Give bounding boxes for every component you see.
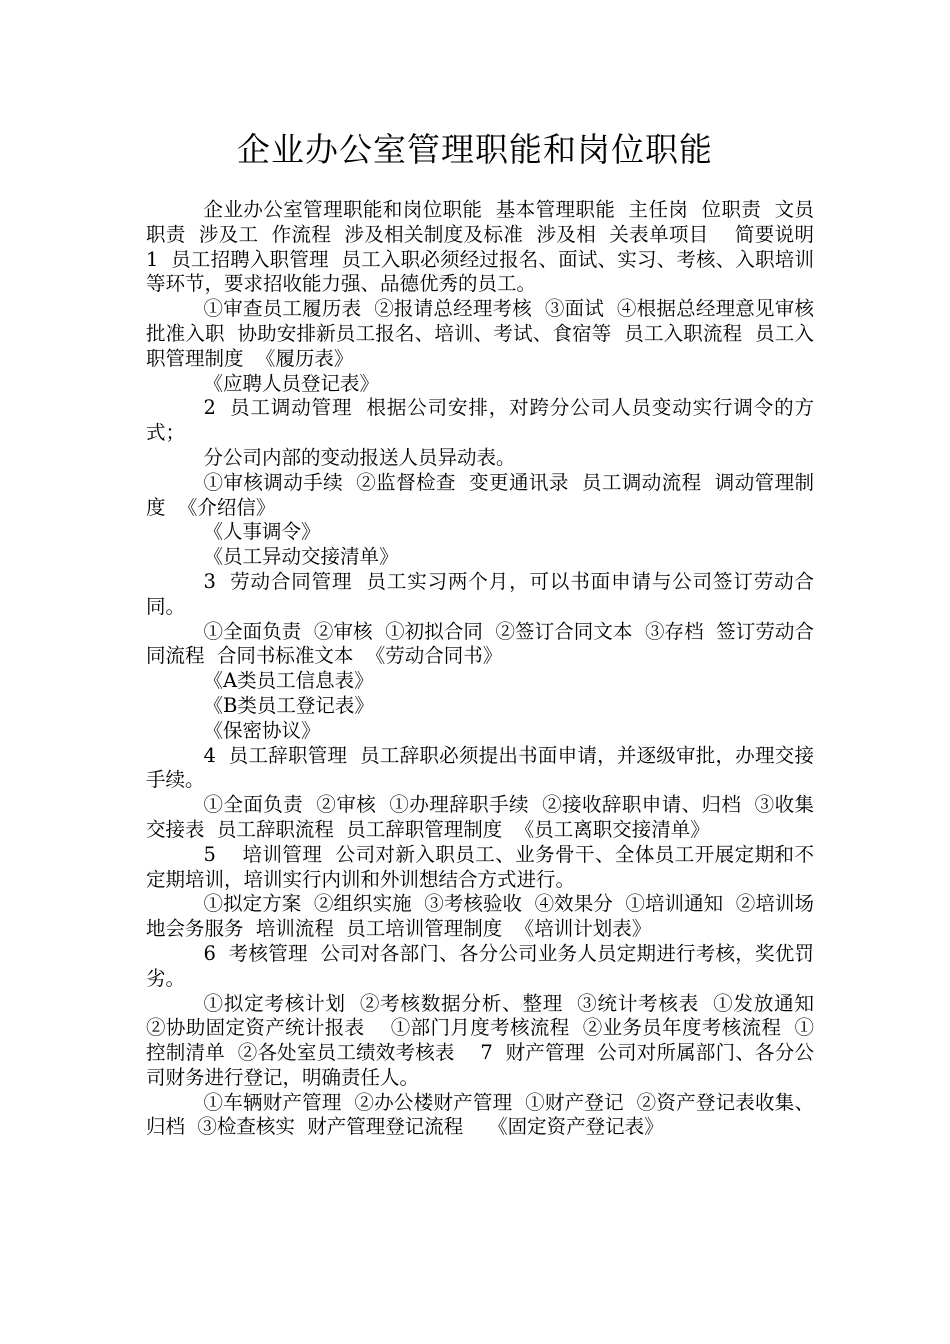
paragraph: 《B类员工登记表》 — [203, 693, 374, 717]
paragraph: 6 考核管理 公司对各部门、各分公司业务人员定期进行考核，奖优罚劣。 — [146, 941, 814, 990]
paragraph: 企业办公室管理职能和岗位职能 基本管理职能 主任岗 位职责 文员 职责 涉及工 作流程 涉及相关制度及标准 涉及相 关表单项目 简要说明 1 员工招聘入职管理 员工入职必须经过报名、面试、实习、考核、入职培训等环节，要求招收能力强、品德优秀的员工。 — [146, 198, 827, 296]
paragraph: 2 员工调动管理 根据公司安排，对跨分公司人员变动实行调令的方式； — [146, 396, 814, 445]
paragraph: ①全面负责 ②审核 ①办理辞职手续 ②接收辞职申请、归档 ③收集交接表 员工辞职流程 员工辞职管理制度 《员工离职交接清单》 — [146, 793, 814, 841]
paragraph: 分公司内部的变动报送人员异动表。 — [203, 445, 516, 469]
paragraph: ①拟定考核计划 ②考核数据分析、整理 ③统计考核表 ①发放通知 ②协助固定资产统计报表 ①部门月度考核流程 ②业务员年度考核流程 ①控制清单 ②各处室员工绩效考核表 7 财产管理 公司对所属部门、各分公司财务进行登记，明确责任人。 — [146, 991, 827, 1089]
paragraph: 《保密协议》 — [203, 718, 321, 742]
paragraph: 《员工异动交接清单》 — [203, 545, 399, 569]
paragraph: ①审查员工履历表 ②报请总经理考核 ③面试 ④根据总经理意见审核批准入职 协助安排新员工报名、培训、考试、食宿等 员工入职流程 员工入职管理制度 《履历表》 — [146, 297, 814, 370]
paragraph: ①审核调动手续 ②监督检查 变更通讯录 员工调动流程 调动管理制度 《介绍信》 — [146, 470, 814, 519]
document-title: 企业办公室管理职能和岗位职能 — [237, 130, 713, 169]
paragraph: 《A类员工信息表》 — [203, 669, 374, 693]
paragraph: 3 劳动合同管理 员工实习两个月，可以书面申请与公司签订劳动合同。 — [146, 569, 814, 618]
paragraph: ①全面负责 ②审核 ①初拟合同 ②签订合同文本 ③存档 签订劳动合同流程 合同书标准文本 《劳动合同书》 — [146, 619, 814, 668]
paragraph: ①拟定方案 ②组织实施 ③考核验收 ④效果分 ①培训通知 ②培训场地会务服务 培训流程 员工培训管理制度 《培训计划表》 — [146, 892, 814, 941]
document-body — [146, 198, 827, 1140]
paragraph: 4 员工辞职管理 员工辞职必须提出书面申请，并逐级审批，办理交接手续。 — [146, 743, 814, 792]
paragraph: 《人事调令》 — [203, 520, 321, 544]
paragraph: ①车辆财产管理 ②办公楼财产管理 ①财产登记 ②资产登记表收集、归档 ③检查核实 财产管理登记流程 《固定资产登记表》 — [146, 1090, 814, 1139]
paragraph: 5 培训管理 公司对新入职员工、业务骨干、全体员工开展定期和不定期培训，培训实行内训和外训想结合方式进行。 — [146, 842, 814, 891]
paragraph: 《应聘人员登记表》 — [203, 371, 380, 395]
